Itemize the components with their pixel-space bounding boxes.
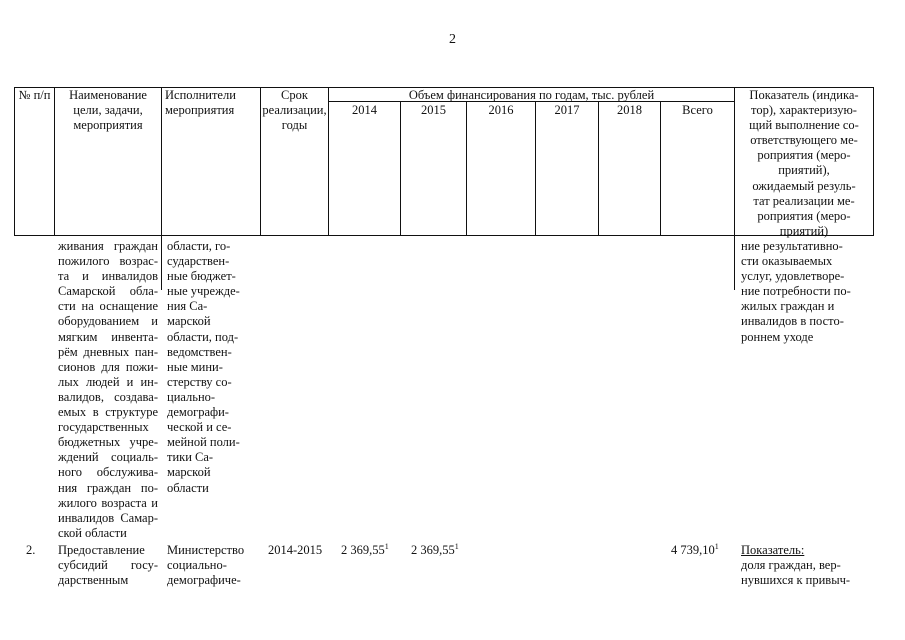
row2-value-2015: 2 369,55$^1$	[411, 541, 459, 557]
header-year-2015: 2015	[421, 103, 446, 117]
header-name: Наименование цели, задачи, мероприятия	[69, 88, 147, 132]
header-year-2014: 2014	[352, 103, 377, 117]
row2-name: Предоставление субсидий госу- дарственным	[58, 543, 158, 588]
row2-term: 2014-2015	[268, 543, 323, 557]
row1-name: живания граждан пожилого возрас- та и инвалидов Самарской обла- сти на оснащение оборудованием и мягким инвента- рём дневных пан- сионов для пожи- лых людей и ин- валидов, создава- емых в структуре государственных бюджетных учре- ждений социаль- ного обслужива- ния граждан по- жилого возраста и инвалидов Самар- ской области	[58, 239, 158, 540]
header-total: Всего	[682, 103, 713, 117]
header-year-2016: 2016	[488, 103, 514, 117]
header-num: № п/п	[18, 88, 51, 102]
header-indicator: Показатель (индика- тор), характеризую- щий выполнение со- ответствующего ме- роприятия (меро- приятий), ожидаемый резуль- тат реализации ме- роприятия (меро- приятий)	[749, 88, 859, 238]
row2-value-2014: 2 369,55$^1$	[341, 541, 389, 557]
row2-num: 2.	[26, 543, 36, 557]
header-financing: Объем финансирования по годам, тыс. рублей	[408, 88, 655, 102]
header-year-2018: 2018	[617, 103, 642, 117]
page-number: 2	[449, 32, 456, 47]
row2-total: 4 739,10$^1$	[671, 541, 719, 557]
header-executors: Исполнители мероприятия	[165, 88, 236, 117]
row1-executors: области, го- сударствен- ные бюджет- ные учрежде- ния Са- марской области, под- ведомствен- ные мини- стерству со- циально- демографи- ческой и се- мейной поли- тики Са- марской области	[167, 239, 240, 495]
header-year-2017: 2017	[554, 103, 580, 117]
row2-indicator: Показатель: доля граждан, вер- нувшихся к привыч-	[741, 543, 873, 588]
row2-executors: Министерство социально- демографиче-	[167, 543, 245, 588]
row2-indicator-label: Показатель:	[741, 543, 805, 557]
row1-indicator: ние результативно- сти оказываемых услуг, удовлетворе- ние потребности по- жилых граждан и инвалидов в посто- роннем уходе	[741, 239, 851, 344]
header-term: Срок реализации, годы	[262, 88, 327, 132]
